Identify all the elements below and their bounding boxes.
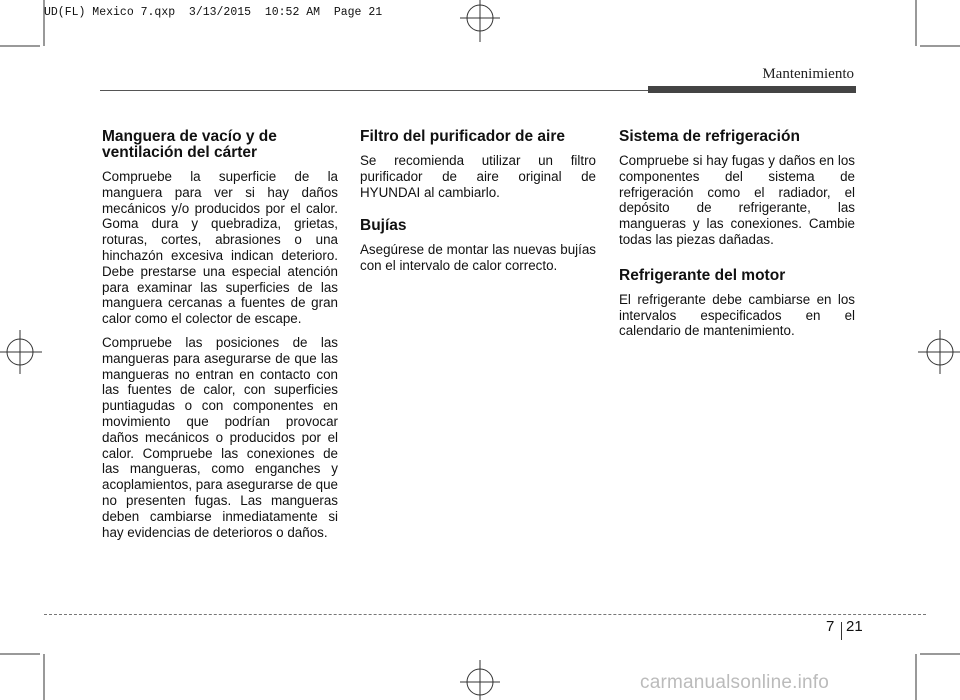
chapter-number: 7 [826, 618, 835, 635]
heading-air-filter: Filtro del purificador de aire [360, 128, 565, 145]
print-slug: UD(FL) Mexico 7.qxp 3/13/2015 10:52 AM Page 21 [44, 6, 383, 19]
heading-crankcase-hose: Manguera de vacío y de ventilación del cárter [102, 128, 277, 161]
watermark: carmanualsonline.info [640, 672, 830, 693]
paragraph: Compruebe las posiciones de las mangueras para asegurarse de que las mangueras no entran en contacto con las fuentes de calor, con superficies puntiagudas o con componentes en movimiento que podrían provocar daños mecánicos o producidos por el calor. Compruebe las conexiones de las mangueras, como enganches y acoplamientos, para asegurarse de que no presenten fugas. Las mangueras deben cambiarse inmediatamente si hay evidencias de deterioros o daños. [102, 334, 338, 540]
paragraph: Se recomienda utilizar un filtro purificador de aire original de HYUNDAI al cambiarlo. [360, 153, 596, 200]
paragraph: Compruebe si hay fugas y daños en los componentes del sistema de refrigeración como el radiador, el depósito de refrigerante, las mangueras y las conexiones. Cambie todas las piezas dañadas. [619, 153, 855, 247]
paragraph: Compruebe la superficie de la manguera para ver si hay daños mecánicos y/o producidos por el calor. Goma dura y quebradiza, grietas, roturas, cortes, abrasiones o una hinchazón excesiva indican deterioro. Debe prestarse una especial atención para examinar las superficies de las manguera cercanas a fuentes de gran calor como el colector de escape. [102, 169, 338, 327]
heading-spark-plugs: Bujías [360, 217, 407, 235]
heading-cooling-system: Sistema de refrigeración [619, 128, 800, 145]
footer-rule [44, 614, 926, 615]
paragraph: Asegúrese de montar las nuevas bujías con el intervalo de calor correcto. [360, 242, 596, 274]
section-title: Mantenimiento [762, 66, 854, 82]
page-number-divider [841, 622, 842, 640]
column-1 [102, 129, 338, 548]
paragraph: El refrigerante debe cambiarse en los intervalos especificados en el calendario de mantenimiento. [619, 291, 855, 339]
page-number: 21 [846, 618, 863, 635]
column-2 [360, 129, 596, 282]
header-rule-accent [648, 86, 856, 93]
heading-engine-coolant: Refrigerante del motor [619, 266, 786, 284]
header-rule [100, 90, 648, 91]
column-3 [619, 129, 855, 347]
